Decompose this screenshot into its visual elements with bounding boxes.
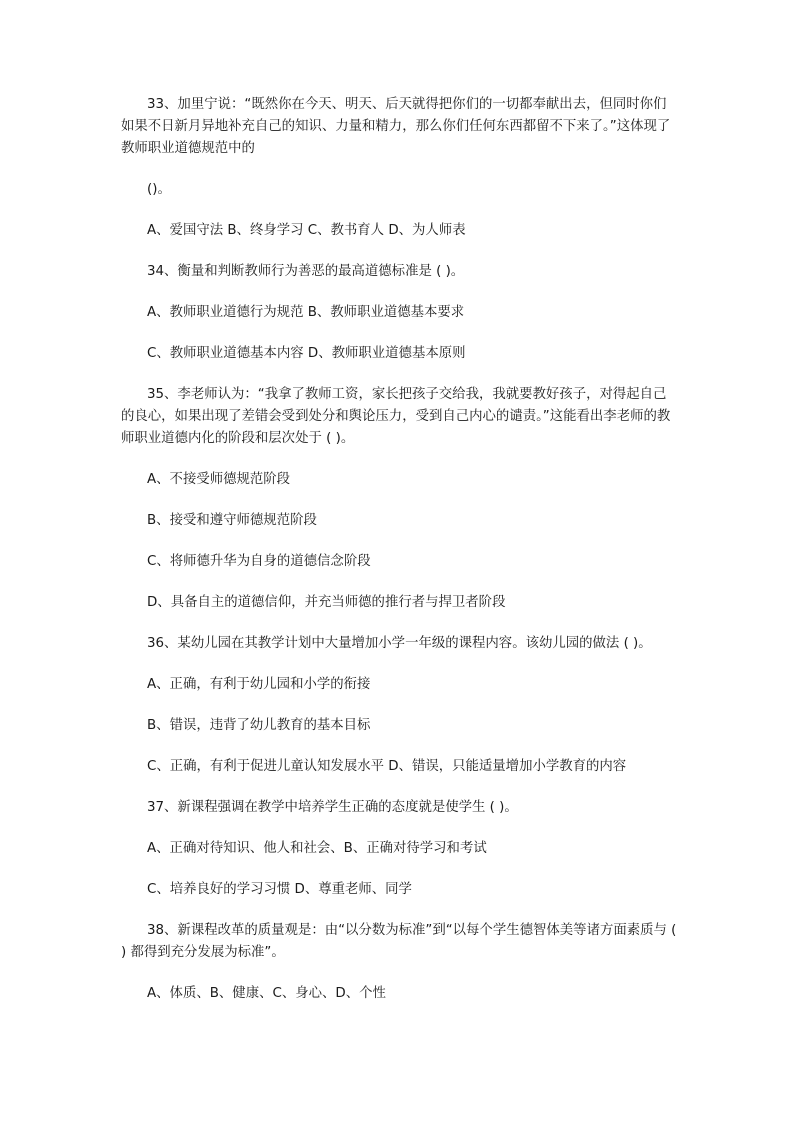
question-37-options-cd: C、培养良好的学习习惯 D、尊重老师、同学 [147, 882, 412, 897]
question-36-options-cd: C、正确，有利于促进儿童认知发展水平 D、错误，只能适量增加小学教育的内容 [147, 759, 627, 774]
question-37: 37、新课程强调在教学中培养学生正确的态度就是使学生 ( )。 [147, 800, 518, 815]
question-35-option-b: B、接受和遵守师德规范阶段 [147, 513, 317, 528]
question-38-options: A、体质、B、健康、C、身心、D、个性 [147, 986, 386, 1001]
document-page [121, 94, 677, 1024]
question-35-option-d: D、具备自主的道德信仰，并充当师德的推行者与捍卫者阶段 [147, 595, 506, 610]
question-37-options-ab: A、正确对待知识、他人和社会、B、正确对待学习和考试 [147, 841, 487, 856]
question-36: 36、某幼儿园在其教学计划中大量增加小学一年级的课程内容。该幼儿园的做法 ( )。 [147, 636, 652, 651]
question-38: 38、新课程改革的质量观是：由“以分数为标准”到“以每个学生德智体美等诸方面素质与 ( ) 都得到充分发展为标准”。 [121, 923, 677, 960]
question-34-options-cd: C、教师职业道德基本内容 D、教师职业道德基本原则 [147, 346, 466, 361]
question-35: 35、李老师认为：“我拿了教师工资，家长把孩子交给我，我就要教好孩子，对得起自己的良心，如果出现了差错会受到处分和舆论压力，受到自己内心的谴责。”这能看出李老师的教师职业道德内化的阶段和层次处于 ( )。 [121, 387, 671, 446]
question-33-options: A、爱国守法 B、终身学习 C、教书育人 D、为人师表 [147, 223, 466, 238]
question-33-blank: ()。 [147, 182, 171, 197]
question-33: 33、加里宁说：“既然你在今天、明天、后天就得把你们的一切都奉献出去，但同时你们如果不日新月异地补充自己的知识、力量和精力，那么你们任何东西都留不下来了。”这体现了教师职业道德规范中的 [121, 97, 671, 156]
question-35-option-c: C、将师德升华为自身的道德信念阶段 [147, 554, 371, 569]
question-34: 34、衡量和判断教师行为善恶的最高道德标准是 ( )。 [147, 264, 465, 279]
question-34-options-ab: A、教师职业道德行为规范 B、教师职业道德基本要求 [147, 305, 465, 320]
question-36-option-b: B、错误，违背了幼儿教育的基本目标 [147, 718, 371, 733]
question-36-option-a: A、正确，有利于幼儿园和小学的衔接 [147, 677, 371, 692]
question-35-option-a: A、不接受师德规范阶段 [147, 472, 291, 487]
